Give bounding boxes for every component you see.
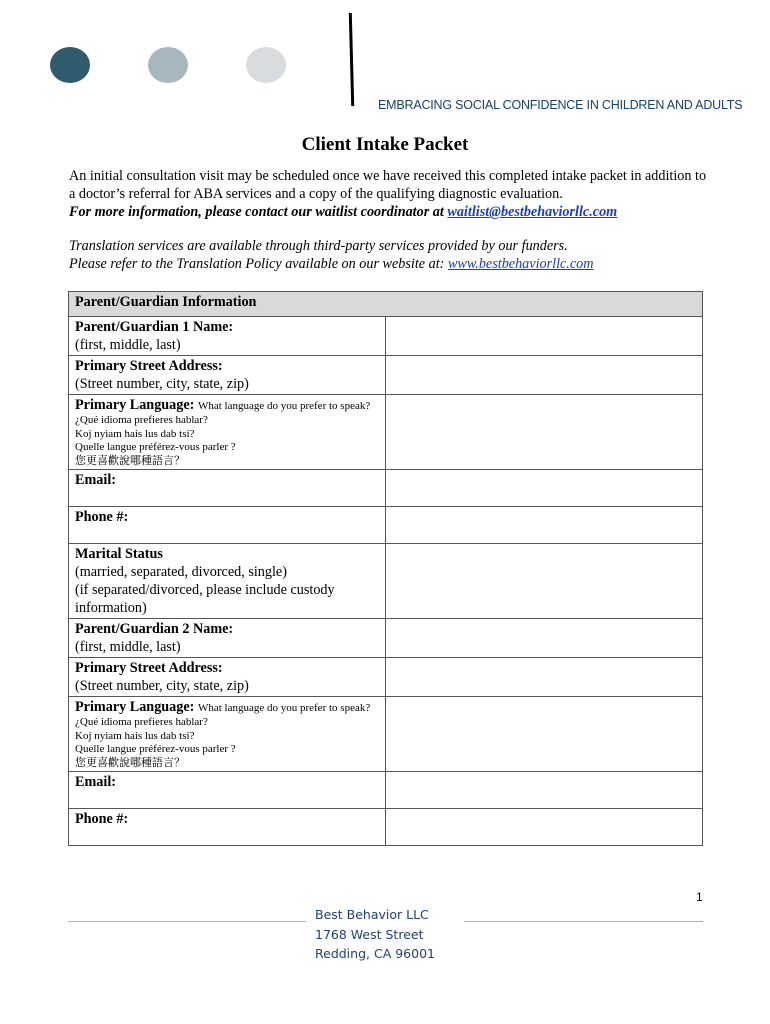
footer-rule-left xyxy=(68,921,306,922)
parent1-phone-field[interactable] xyxy=(386,507,703,544)
header-tagline: EMBRACING SOCIAL CONFIDENCE IN CHILDREN AND ADULTS xyxy=(378,98,743,112)
parent1-email-field[interactable] xyxy=(386,470,703,507)
translation-text: Translation services are available through third-party services provided by our funders. xyxy=(69,238,568,254)
intro-text: An initial consultation visit may be scheduled once we have received this completed intake packet in addition to a doctor’s referral for ABA services and a copy of the qualifying diagnostic evaluation. xyxy=(69,168,707,202)
intro-paragraph xyxy=(69,167,709,221)
contact-text: For more information, please contact our waitlist coordinator at xyxy=(69,204,448,220)
parent2-address-field[interactable] xyxy=(386,658,703,697)
waitlist-email-link[interactable]: waitlist@bestbehaviorllc.com xyxy=(447,204,618,220)
parent1-language-field[interactable] xyxy=(386,395,703,470)
parent2-email-label: Email: xyxy=(69,772,386,809)
logo-dot-medium xyxy=(148,47,188,83)
parent2-language-label: Primary Language: What language do you prefer to speak? ¿Qué idioma prefieres hablar? Koj nyiam hais lus dab tsi? Quelle langue préférez-vous parler ? 您更喜歡說哪種語言？ xyxy=(69,697,386,772)
footer-city: Redding, CA 96001 xyxy=(315,946,435,961)
page-title: Client Intake Packet xyxy=(301,134,469,155)
parent2-email-field[interactable] xyxy=(386,772,703,809)
footer-rule-right xyxy=(464,921,703,922)
parent-guardian-form xyxy=(68,291,703,846)
parent2-address-label: Primary Street Address: (Street number, city, state, zip) xyxy=(69,658,386,697)
parent1-phone-label: Phone #: xyxy=(69,507,386,544)
marital-status-label: Marital Status (married, separated, divorced, single) (if separated/divorced, please include custody information) xyxy=(69,544,386,619)
parent1-name-field[interactable] xyxy=(386,317,703,356)
parent1-name-label: Parent/Guardian 1 Name: (first, middle, last) xyxy=(69,317,386,356)
parent2-name-label: Parent/Guardian 2 Name: (first, middle, last) xyxy=(69,619,386,658)
page-number: 1 xyxy=(696,890,703,904)
parent2-phone-field[interactable] xyxy=(386,809,703,846)
parent1-address-field[interactable] xyxy=(386,356,703,395)
parent1-language-label: Primary Language: What language do you prefer to speak? ¿Qué idioma prefieres hablar? Koj nyiam hais lus dab tsi? Quelle langue préférez-vous parler ? 您更喜歡說哪種語言？ xyxy=(69,395,386,470)
parent1-address-label: Primary Street Address: (Street number, city, state, zip) xyxy=(69,356,386,395)
header-divider xyxy=(349,13,354,106)
footer-street: 1768 West Street xyxy=(315,926,424,942)
footer-address xyxy=(315,905,435,964)
logo-dot-dark xyxy=(50,47,90,83)
policy-text: Please refer to the Translation Policy available on our website at: xyxy=(69,256,448,272)
section-heading: Parent/Guardian Information xyxy=(69,292,703,317)
parent2-phone-label: Phone #: xyxy=(69,809,386,846)
marital-status-field[interactable] xyxy=(386,544,703,619)
translation-paragraph xyxy=(69,237,709,273)
parent2-name-field[interactable] xyxy=(386,619,703,658)
parent1-email-label: Email: xyxy=(69,470,386,507)
logo-dot-light xyxy=(246,47,286,83)
footer-company: Best Behavior LLC xyxy=(315,907,429,922)
website-link[interactable]: www.bestbehaviorllc.com xyxy=(447,256,594,272)
parent2-language-field[interactable] xyxy=(386,697,703,772)
